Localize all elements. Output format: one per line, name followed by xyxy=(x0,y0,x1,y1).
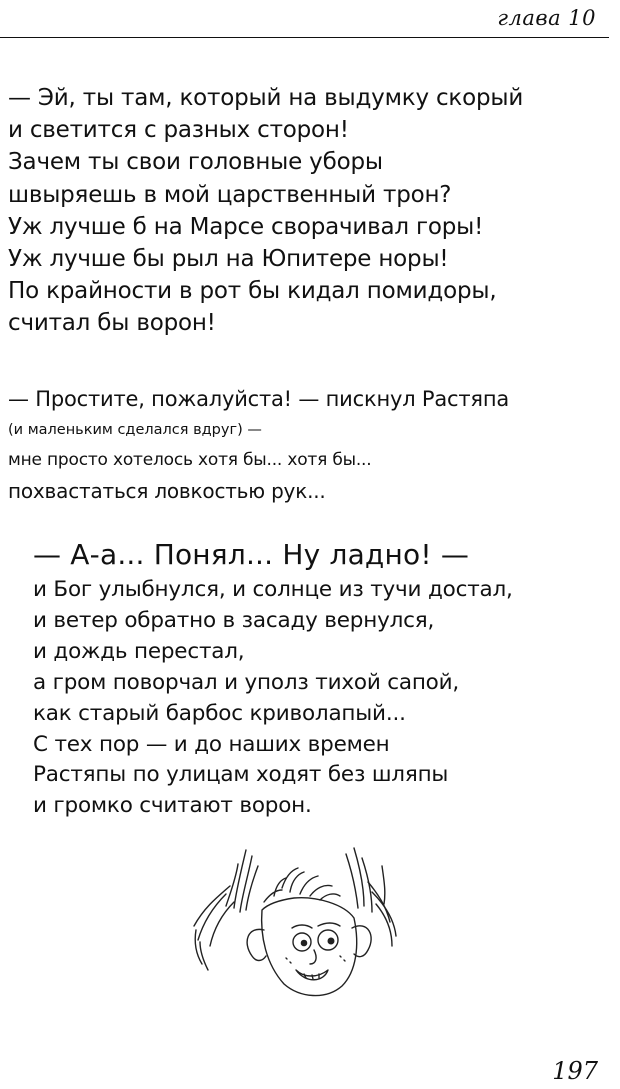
poem-line: швыряешь в мой царственный трон? xyxy=(8,181,452,208)
poem-line: мне просто хотелось хотя бы... хотя бы... xyxy=(8,450,372,470)
page-number: 197 xyxy=(552,1057,598,1085)
poem-line-emphasis: — А-а... Понял... Ну ладно! — xyxy=(33,538,470,571)
header-rule xyxy=(0,37,609,38)
poem-line: как старый барбос криволапый... xyxy=(33,700,406,726)
poem-line: и светится с разных сторон! xyxy=(8,117,349,144)
running-head: глава 10 xyxy=(497,6,596,30)
poem-line: и громко считают ворон. xyxy=(33,793,312,819)
poem-line: и дождь перестал, xyxy=(33,638,245,664)
poem-line: Растяпы по улицам ходят без шляпы xyxy=(33,762,449,788)
poem-line: — Простите, пожалуйста! — пискнул Растяпа xyxy=(8,387,510,411)
poem-line: и Бог улыбнулся, и солнце из тучи достал, xyxy=(33,577,513,602)
poem-line: — Эй, ты там, который на выдумку скорый xyxy=(8,85,524,111)
poem-line: Уж лучше б на Марсе сворачивал горы! xyxy=(8,213,484,240)
poem-line: Зачем ты свои головные уборы xyxy=(8,149,383,176)
poem-line: и ветер обратно в засаду вернулся, xyxy=(33,607,435,633)
stanza-1 xyxy=(8,82,523,340)
poem-line: Уж лучше бы рыл на Юпитере норы! xyxy=(8,246,449,273)
stanza-2 xyxy=(8,382,509,506)
stanza-3 xyxy=(33,535,513,822)
tousled-boy-sketch-icon xyxy=(186,846,412,1022)
poem-line: считал бы ворон! xyxy=(8,310,216,337)
poem-line: похвастаться ловкостью рук... xyxy=(8,479,326,503)
poem-line-aside: (и маленьким сделался вдруг) — xyxy=(8,422,262,438)
poem-line: По крайности в рот бы кидал помидоры, xyxy=(8,278,497,305)
poem-line: а гром поворчал и уполз тихой сапой, xyxy=(33,669,460,695)
poem-line: С тех пор — и до наших времен xyxy=(33,731,390,757)
